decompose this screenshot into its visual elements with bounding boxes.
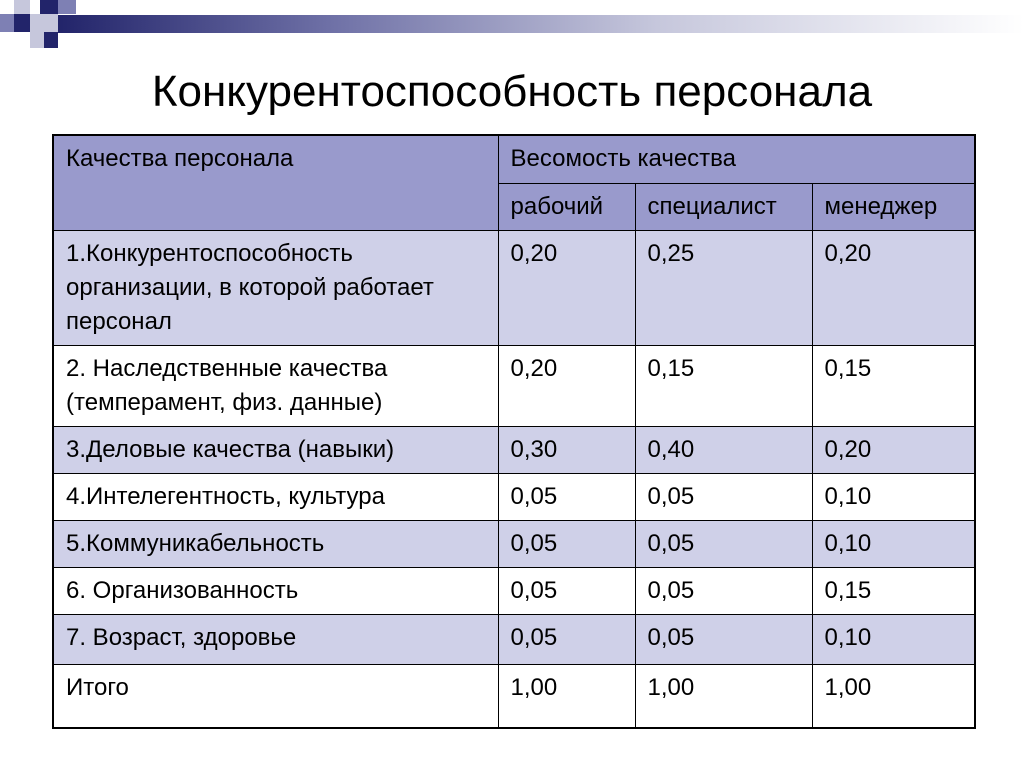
table-row (53, 230, 975, 345)
table-row-total (53, 664, 975, 728)
row-value-worker: 0,05 (498, 614, 635, 664)
row-value-worker: 0,05 (498, 567, 635, 614)
row-quality: Итого (53, 664, 498, 728)
decorative-header-graphic (0, 0, 1024, 60)
deco-square (30, 14, 44, 32)
table-header-row (53, 135, 975, 183)
header-weight-group: Весомость качества (498, 135, 975, 183)
table-row (53, 473, 975, 520)
row-quality: 5.Коммуникабельность (53, 520, 498, 567)
header-quality-col: Качества персонала (53, 135, 498, 230)
row-value-worker: 1,00 (498, 664, 635, 728)
table-row (53, 345, 975, 426)
row-quality: 1.Конкурентоспособность организации, в которой работает персонал (53, 230, 498, 345)
row-quality: 2. Наследственные качества (темперамент, физ. данные) (53, 345, 498, 426)
row-value-specialist: 0,40 (635, 426, 812, 473)
deco-square (14, 0, 30, 14)
header-role-specialist: специалист (635, 183, 812, 230)
header-role-manager: менеджер (812, 183, 975, 230)
row-value-worker: 0,20 (498, 345, 635, 426)
slide-title: Конкурентоспособность персонала (151, 67, 873, 116)
row-value-worker: 0,05 (498, 473, 635, 520)
row-value-specialist: 0,05 (635, 567, 812, 614)
row-quality: 3.Деловые качества (навыки) (53, 426, 498, 473)
deco-square (30, 32, 44, 48)
row-value-manager: 1,00 (812, 664, 975, 728)
row-value-specialist: 0,05 (635, 520, 812, 567)
table-row (53, 426, 975, 473)
row-value-specialist: 0,15 (635, 345, 812, 426)
row-quality: 7. Возраст, здоровье (53, 614, 498, 664)
row-quality: 6. Организованность (53, 567, 498, 614)
row-value-manager: 0,10 (812, 473, 975, 520)
header-role-worker: рабочий (498, 183, 635, 230)
deco-gradient-bar (58, 15, 1024, 33)
row-value-specialist: 0,05 (635, 473, 812, 520)
row-value-manager: 0,20 (812, 230, 975, 345)
deco-square (44, 14, 58, 32)
table-row (53, 614, 975, 664)
deco-square (40, 0, 60, 14)
row-value-manager: 0,20 (812, 426, 975, 473)
deco-square (58, 0, 76, 14)
row-value-specialist: 0,05 (635, 614, 812, 664)
qualities-table (52, 134, 976, 729)
deco-square (0, 14, 14, 32)
row-value-worker: 0,30 (498, 426, 635, 473)
row-value-manager: 0,15 (812, 567, 975, 614)
row-value-manager: 0,10 (812, 520, 975, 567)
deco-square (14, 14, 30, 32)
row-quality: 4.Интелегентность, культура (53, 473, 498, 520)
table-row (53, 567, 975, 614)
table-row (53, 520, 975, 567)
row-value-specialist: 1,00 (635, 664, 812, 728)
deco-square (44, 32, 58, 48)
row-value-specialist: 0,25 (635, 230, 812, 345)
row-value-manager: 0,10 (812, 614, 975, 664)
row-value-manager: 0,15 (812, 345, 975, 426)
row-value-worker: 0,20 (498, 230, 635, 345)
row-value-worker: 0,05 (498, 520, 635, 567)
